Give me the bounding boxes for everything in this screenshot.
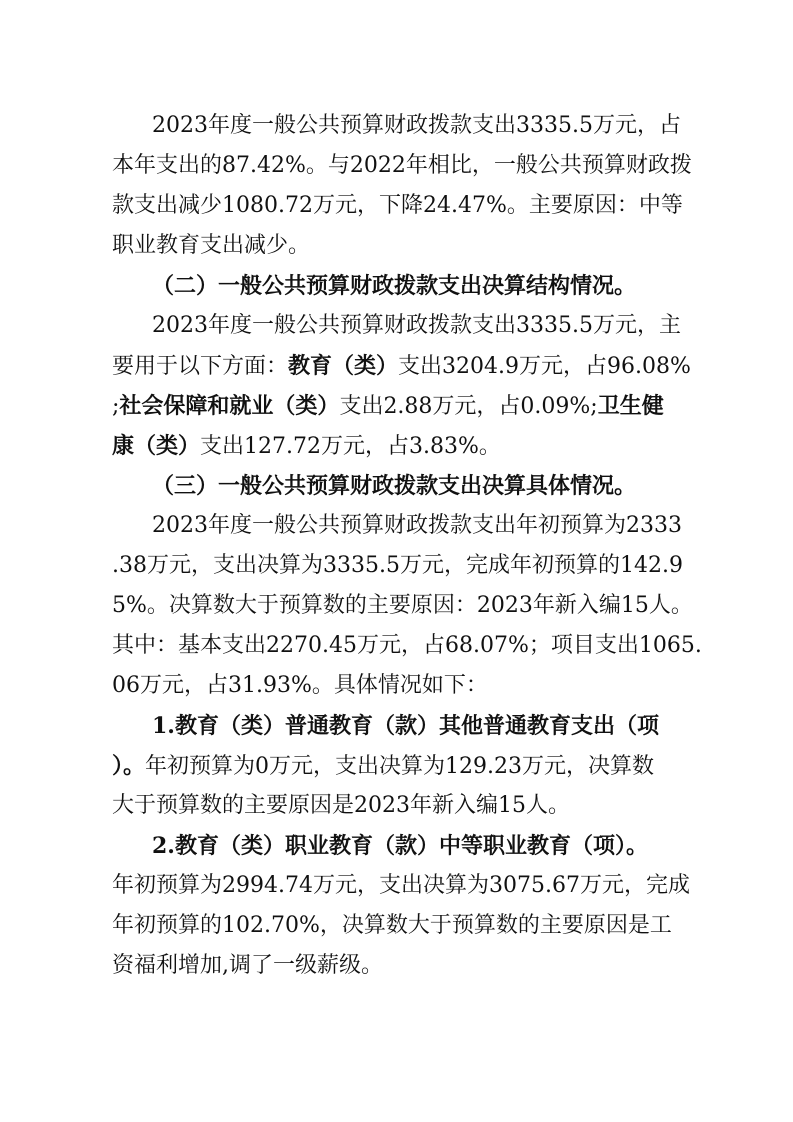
item-heading-end: ）。 (112, 753, 146, 779)
paragraph-line: 职业教育支出减少。 (112, 233, 311, 258)
category-label: 卫生健 (597, 393, 664, 419)
category-label: 社会保障和就业（类） (119, 393, 340, 419)
text-span: 支出2.88万元，占0.09%; (339, 394, 598, 419)
paragraph-line: 06万元，占31.93%。具体情况如下： (112, 673, 488, 698)
paragraph-line: 2023年度一般公共预算财政拨款支出3335.5万元，主 (152, 313, 681, 338)
paragraph-line: 大于预算数的主要原因是2023年新入编15人。 (112, 793, 570, 818)
paragraph-line: 其中：基本支出2270.45万元，占68.07%；项目支出1065. (112, 633, 702, 658)
paragraph-line (112, 386, 664, 426)
paragraph-line: 年初预算为2994.74万元，支出决算为3075.67万元，完成 (112, 873, 690, 898)
paragraph-line: 2023年度一般公共预算财政拨款支出年初预算为2333 (152, 513, 682, 538)
paragraph-line: 资福利增加,调了一级薪级。 (112, 953, 383, 978)
paragraph-line (112, 746, 654, 786)
paragraph-line: 款支出减少1080.72万元，下降24.47%。主要原因：中等 (112, 193, 683, 218)
text-span: 支出3204.9万元，占96.08% (398, 354, 691, 379)
item-heading: 2.教育（类）职业教育（款）中等职业教育（项）。 (152, 833, 648, 859)
paragraph-line (112, 346, 691, 386)
item-heading: 1.教育（类）普通教育（款）其他普通教育支出（项 (152, 713, 659, 739)
paragraph-line: 本年支出的87.42%。与2022年相比，一般公共预算财政拨 (112, 153, 692, 178)
text-span: 年初预算为0万元，支出决算为129.23万元，决算数 (145, 754, 654, 779)
category-label: 教育（类） (288, 353, 399, 379)
paragraph-line: 5%。决算数大于预算数的主要原因：2023年新入编15人。 (112, 593, 693, 618)
paragraph-line (112, 426, 501, 466)
paragraph-line: .38万元，支出决算为3335.5万元，完成年初预算的142.9 (112, 553, 683, 578)
text-span: ; (112, 394, 120, 419)
paragraph-line: 2023年度一般公共预算财政拨款支出3335.5万元，占 (152, 113, 681, 138)
paragraph-line: 年初预算的102.70%，决算数大于预算数的主要原因是工 (112, 913, 672, 938)
section-heading: （二）一般公共预算财政拨款支出决算结构情况。 (152, 273, 637, 299)
category-label: 康（类） (112, 433, 201, 459)
text-span: 要用于以下方面： (112, 354, 289, 379)
section-heading: （三）一般公共预算财政拨款支出决算具体情况。 (152, 473, 637, 499)
text-span: 支出127.72万元，占3.83%。 (200, 434, 501, 459)
